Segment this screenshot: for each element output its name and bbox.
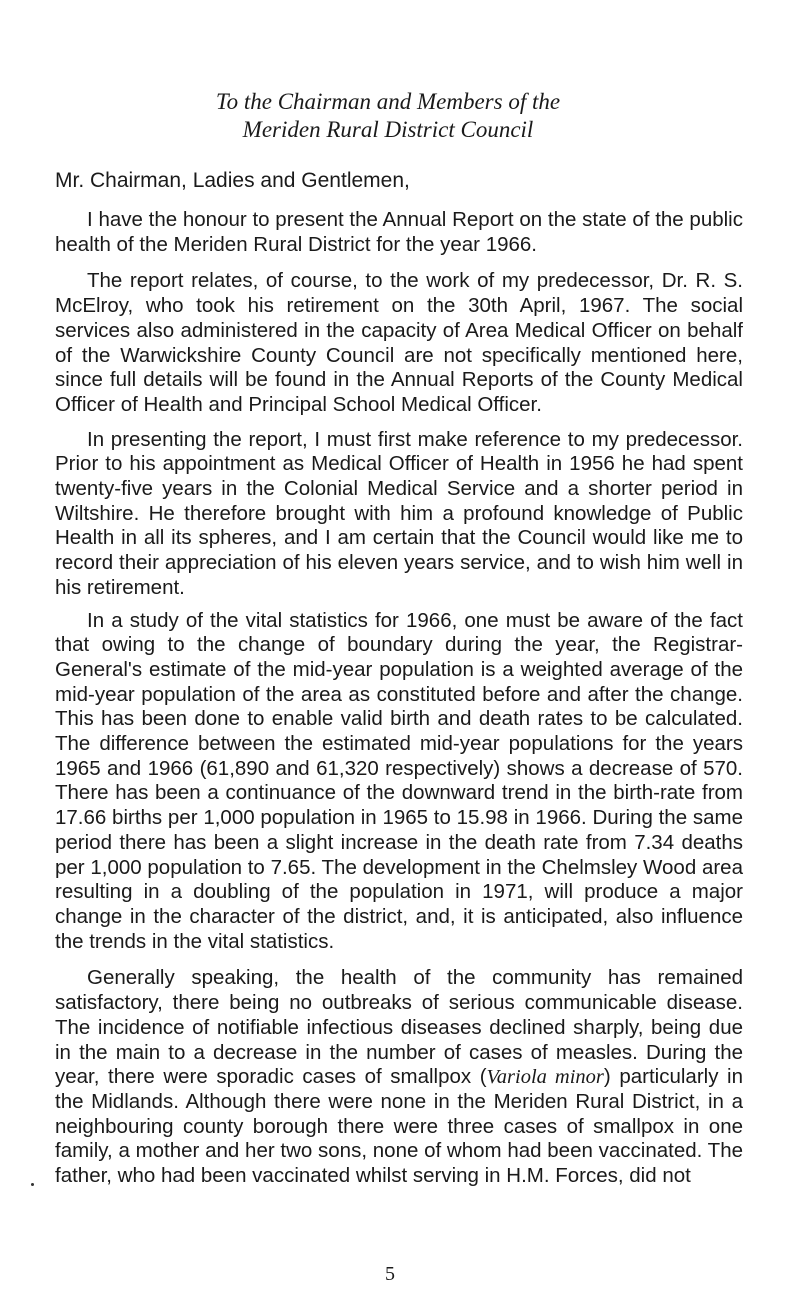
address-heading bbox=[0, 88, 776, 144]
paragraph-vital-statistics: In a study of the vital statistics for 1966, one must be aware of the fact that owing to the change of boundary during the year, the Registrar-General's estimate of the mid-year population is a weighted average of the mid-year population of the area as constituted before and after the change. This has been done to enable valid birth and death rates to be calculated. The difference between the estimated mid-year populations for the years 1965 and 1966 (61,890 and 61,320 respectively) shows a decrease of 570. There has been a continuance of the downward trend in the birth-rate from 17.66 births per 1,000 population in 1965 to 15.98 in 1966. During the same period there has been a slight increase in the death rate from 7.34 deaths per 1,000 population to 7.65. The development in the Chelmsley Wood area resulting in a doubling of the population in 1971, will produce a major change in the character of the district, and, it is anticipated, also influence the trends in the vital statistics. bbox=[55, 608, 743, 953]
paragraph-community-health-part-1: Generally speaking, the health of the community has remained satisfactory, there being no outbreaks of serious communicable disease. The incidence of notifiable infectious diseases declined sharply, being due in the main to a decrease in the number of cases of measles. During the year, there were sporadic cases of smallpox ( bbox=[55, 966, 743, 1089]
page-number: 5 bbox=[385, 1263, 395, 1285]
report-body bbox=[55, 208, 743, 1189]
paragraph-community-health bbox=[55, 966, 743, 1188]
margin-speck bbox=[31, 1183, 34, 1186]
variola-minor-term: Variola minor bbox=[486, 1066, 604, 1089]
heading-line-2: Meriden Rural District Council bbox=[242, 117, 534, 142]
paragraph-predecessor-tribute: In presenting the report, I must first make reference to my predecessor. Prior to his appointment as Medical Officer of Health in 1956 he had spent twenty-five years in the Colonial Medical Service and a shorter period in Wiltshire. He therefore brought with him a profound knowledge of Public Health in all its spheres, and I am certain that the Council would like me to record their appreciation of his eleven years service, and to wish him well in his retirement. bbox=[55, 427, 743, 599]
paragraph-community-health-part-2: ) particularly in the Midlands. Although there were none in the Meriden Rural District, in a neighbouring county borough there were three cases of smallpox in one family, a mother and her two sons, none of whom had been vaccinated. The father, who had been vaccinated whilst serving in H.M. Forces, did not bbox=[55, 1065, 743, 1188]
paragraph-predecessor-work: The report relates, of course, to the work of my predecessor, Dr. R. S. McElroy, who took his retirement on the 30th April, 1967. The social services also administered in the capacity of Area Medical Officer on behalf of the Warwickshire County Council are not specifically mentioned here, since full details will be found in the Annual Reports of the County Medical Officer of Health and Principal School Medical Officer. bbox=[55, 269, 743, 416]
salutation: Mr. Chairman, Ladies and Gentlemen, bbox=[55, 169, 410, 192]
heading-line-1: To the Chairman and Members of the bbox=[215, 89, 561, 114]
paragraph-introduction: I have the honour to present the Annual Report on the state of the public health of the Meriden Rural District for the year 1966. bbox=[55, 208, 743, 256]
